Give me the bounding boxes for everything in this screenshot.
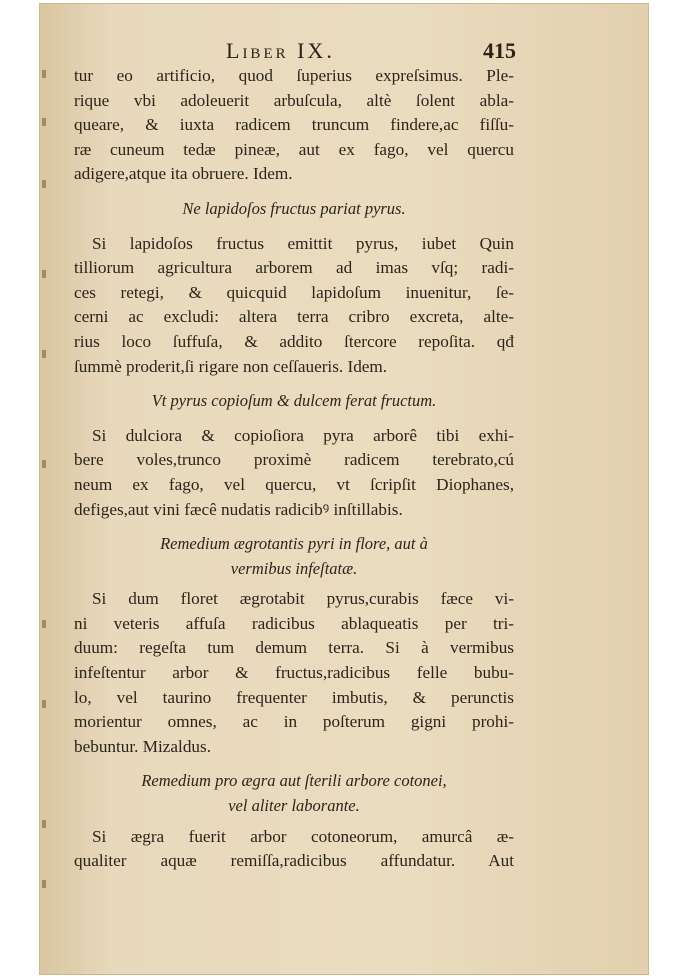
paragraph-2 <box>74 232 514 380</box>
text-line: Si lapidoſos fructus emittit pyrus, iubet Quin <box>92 233 514 253</box>
text-line: rius loco ſuffuſa, & addito ſtercore repoſita. qđ <box>74 331 514 351</box>
text-line: lo, vel taurino frequenter imbutis, & perunctis <box>74 687 514 707</box>
text-line: ræ cuneum tedæ pineæ, aut ex fago, vel quercu <box>74 139 514 159</box>
running-title: Liber IX. <box>226 38 335 63</box>
gutter-mark <box>42 270 46 278</box>
text-line: bebuntur. Mizaldus. <box>74 736 212 756</box>
text-line: ſummè proderit,ſi rigare non ceſſaueris. Idem. <box>74 356 388 376</box>
text-line: infeſtentur arbor & fructus,radicibus felle bubu- <box>74 663 514 683</box>
text-line: cerni ac excludi: altera terra cribro excreta, alte- <box>74 307 514 327</box>
page-number: 415 <box>483 38 516 63</box>
text-line: Si dulciora & copioſiora pyra arborê tibi exhi- <box>92 425 514 445</box>
text-line: qualiter aquæ remiſſa,radicibus affundatur. Aut <box>74 851 514 871</box>
section-heading <box>74 769 514 818</box>
gutter-mark <box>42 820 46 828</box>
paragraph-3 <box>74 424 514 522</box>
text-line: ni veteris affuſa radicibus ablaqueatis per tri- <box>74 613 514 633</box>
text-line: Si dum floret ægrotabit pyrus,curabis fæce vi- <box>92 589 514 609</box>
gutter-mark <box>42 180 46 188</box>
section-heading: Vt pyrus copioſum & dulcem ferat fructum. <box>151 391 437 411</box>
text-line: neum ex fago, vel quercu, vt ſcripſit Diophanes, <box>74 474 514 494</box>
text-line: queare, & iuxta radicem truncum findere,ac fiſſu- <box>74 115 514 135</box>
text-line: tilliorum agricultura arborem ad imas vſq; radi- <box>74 258 514 278</box>
text-line: Si ægra fuerit arbor cotoneorum, amurcâ æ- <box>92 826 514 846</box>
text-line: rique vbi adoleuerit arbuſcula, altè ſolent abla- <box>74 90 514 110</box>
gutter-mark <box>42 880 46 888</box>
heading-line: vel aliter laborante. <box>228 796 360 816</box>
text-line: morientur omnes, ac in poſterum gigni prohi- <box>74 712 514 732</box>
section-heading <box>74 532 514 581</box>
heading-line: Remedium ægrotantis pyri in flore, aut à <box>160 534 428 554</box>
heading-line: vermibus infeſtatæ. <box>230 558 358 578</box>
heading-line: Remedium pro ægra aut ſterili arbore cotonei, <box>141 771 447 791</box>
gutter-mark <box>42 460 46 468</box>
gutter-marks <box>40 60 50 960</box>
paragraph-1 <box>74 64 514 187</box>
text-line: adigere,atque ita obruere. Idem. <box>74 164 293 184</box>
text-line: tur eo artificio, quod ſuperius expreſsimus. Ple- <box>74 66 514 85</box>
paragraph-4 <box>74 587 514 759</box>
gutter-mark <box>42 70 46 78</box>
body-text <box>74 64 514 874</box>
text-line: ces retegi, & quicquid lapidoſum inuenitur, ſe- <box>74 282 514 302</box>
gutter-mark <box>42 118 46 126</box>
section-heading: Ne lapidoſos fructus pariat pyrus. <box>182 198 406 218</box>
text-line: defiges,aut vini fæcê nudatis radicibꝰ inſtillabis. <box>74 499 403 519</box>
text-line: duum: regeſta tum demum terra. Si à vermibus <box>74 638 514 658</box>
text-line: bere voles,trunco proximè radicem terebrato,cú <box>74 450 514 470</box>
gutter-mark <box>42 700 46 708</box>
paragraph-5 <box>74 825 514 874</box>
gutter-mark <box>42 620 46 628</box>
gutter-mark <box>42 350 46 358</box>
